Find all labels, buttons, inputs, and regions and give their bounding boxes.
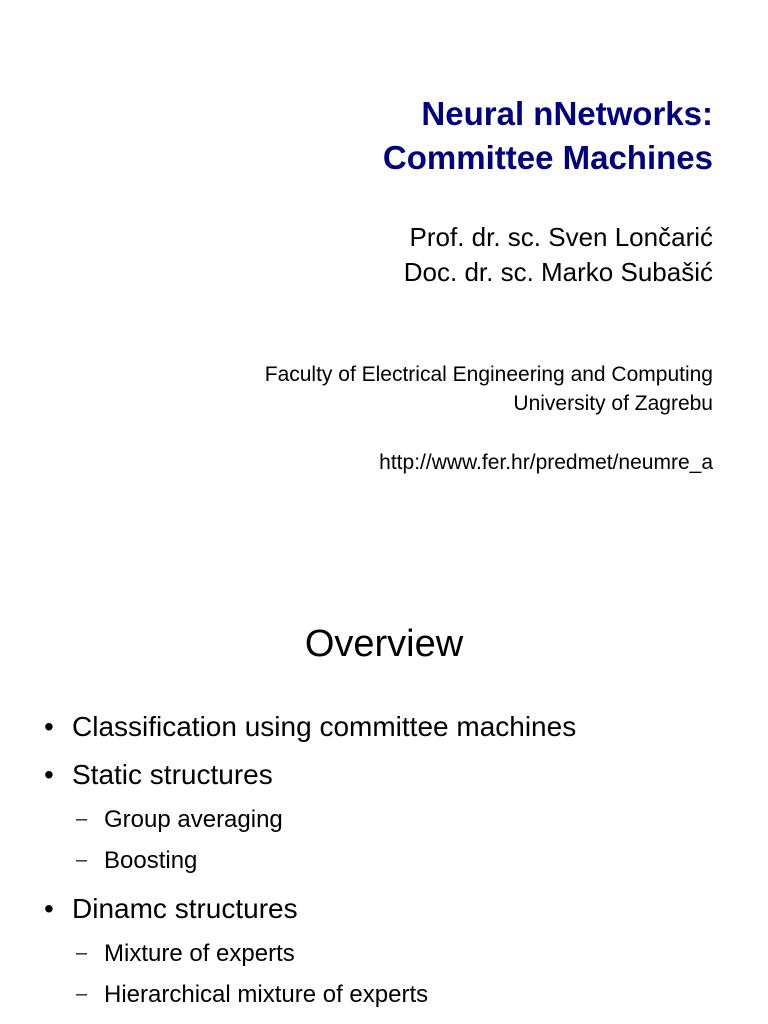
- list-item: [44, 707, 576, 747]
- bullet-marker: •: [44, 711, 54, 742]
- title-line-2: Committee Machines: [382, 139, 713, 176]
- list-item-label: Dinamc structures: [72, 893, 298, 924]
- dash-marker: –: [76, 808, 88, 830]
- list-item-label: Static structures: [72, 759, 273, 790]
- authors: [404, 220, 713, 290]
- affiliation: [265, 360, 713, 418]
- sub-list-item: [44, 799, 576, 840]
- author-1: Prof. dr. sc. Sven Lončarić: [409, 222, 713, 252]
- bullet-marker: •: [44, 893, 54, 924]
- course-url: http://www.fer.hr/predmet/neumre_a: [379, 451, 713, 474]
- overview-list: [44, 707, 576, 1015]
- dash-marker: –: [76, 983, 88, 1005]
- list-item: [44, 889, 576, 929]
- overview-title: Overview: [304, 623, 464, 665]
- faculty-name: Faculty of Electrical Engineering and Computing: [264, 363, 713, 386]
- sub-list-item-label: Boosting: [104, 847, 198, 874]
- author-2: Doc. dr. sc. Marko Subašić: [403, 257, 713, 287]
- sub-list-item-label: Mixture of experts: [104, 940, 295, 967]
- dash-marker: –: [76, 942, 88, 964]
- sub-list-item: [44, 974, 576, 1015]
- list-item: [44, 755, 576, 795]
- dash-marker: –: [76, 849, 88, 871]
- slide-title: [383, 92, 713, 180]
- sub-list-item: [44, 933, 576, 974]
- overview-slide: [0, 512, 768, 1024]
- title-line-1: Neural nNetworks:: [421, 95, 713, 132]
- list-item-label: Classification using committee machines: [72, 711, 577, 742]
- university-name: University of Zagrebu: [513, 392, 713, 415]
- sub-list-item-label: Hierarchical mixture of experts: [104, 981, 429, 1008]
- sub-list-item-label: Group averaging: [104, 806, 283, 833]
- bullet-marker: •: [44, 759, 54, 790]
- sub-list-item: [44, 840, 576, 881]
